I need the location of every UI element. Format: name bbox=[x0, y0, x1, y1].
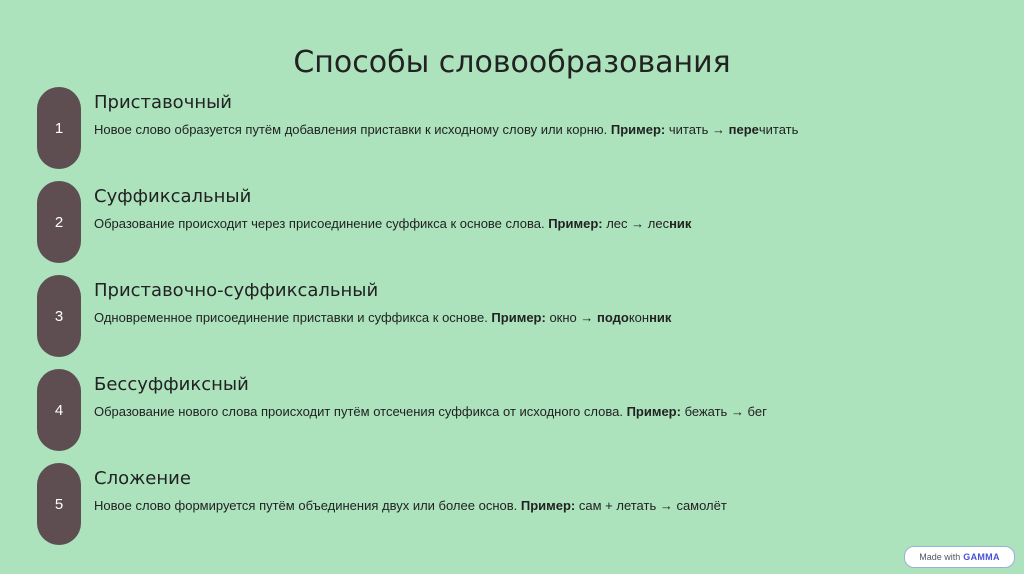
made-with-label: Made with bbox=[919, 552, 961, 562]
item-description: Образование происходит через присоединение суффикса к основе слова. Пример: лес → лесник bbox=[94, 216, 692, 231]
item-heading: Приставочно-суффиксальный bbox=[94, 280, 379, 301]
gamma-logo: GAMMA bbox=[963, 552, 1000, 562]
item-heading: Сложение bbox=[94, 468, 191, 489]
list-item bbox=[37, 369, 997, 453]
item-heading: Суффиксальный bbox=[94, 186, 252, 207]
list-item bbox=[37, 463, 997, 547]
item-description: Образование нового слова происходит путём отсечения суффикса от исходного слова. Пример: бежать → бег bbox=[94, 404, 767, 419]
number-badge: 3 bbox=[37, 275, 81, 357]
made-with-gamma-badge[interactable] bbox=[904, 546, 1015, 568]
number-badge: 2 bbox=[37, 181, 81, 263]
item-heading: Приставочный bbox=[94, 92, 233, 113]
list-item bbox=[37, 181, 997, 265]
page-title: Способы словообразования bbox=[293, 45, 731, 81]
item-description: Новое слово образуется путём добавления приставки к исходному слову или корню. Пример: читать → перечитать bbox=[94, 122, 799, 137]
list-item bbox=[37, 87, 997, 171]
list-item bbox=[37, 275, 997, 359]
item-heading: Бессуффиксный bbox=[94, 374, 249, 395]
number-badge: 5 bbox=[37, 463, 81, 545]
number-badge: 4 bbox=[37, 369, 81, 451]
item-description: Одновременное присоединение приставки и суффикса к основе. Пример: окно → подоконник bbox=[94, 310, 672, 325]
number-badge: 1 bbox=[37, 87, 81, 169]
item-description: Новое слово формируется путём объединения двух или более основ. Пример: сам + летать → самолёт bbox=[94, 498, 727, 513]
